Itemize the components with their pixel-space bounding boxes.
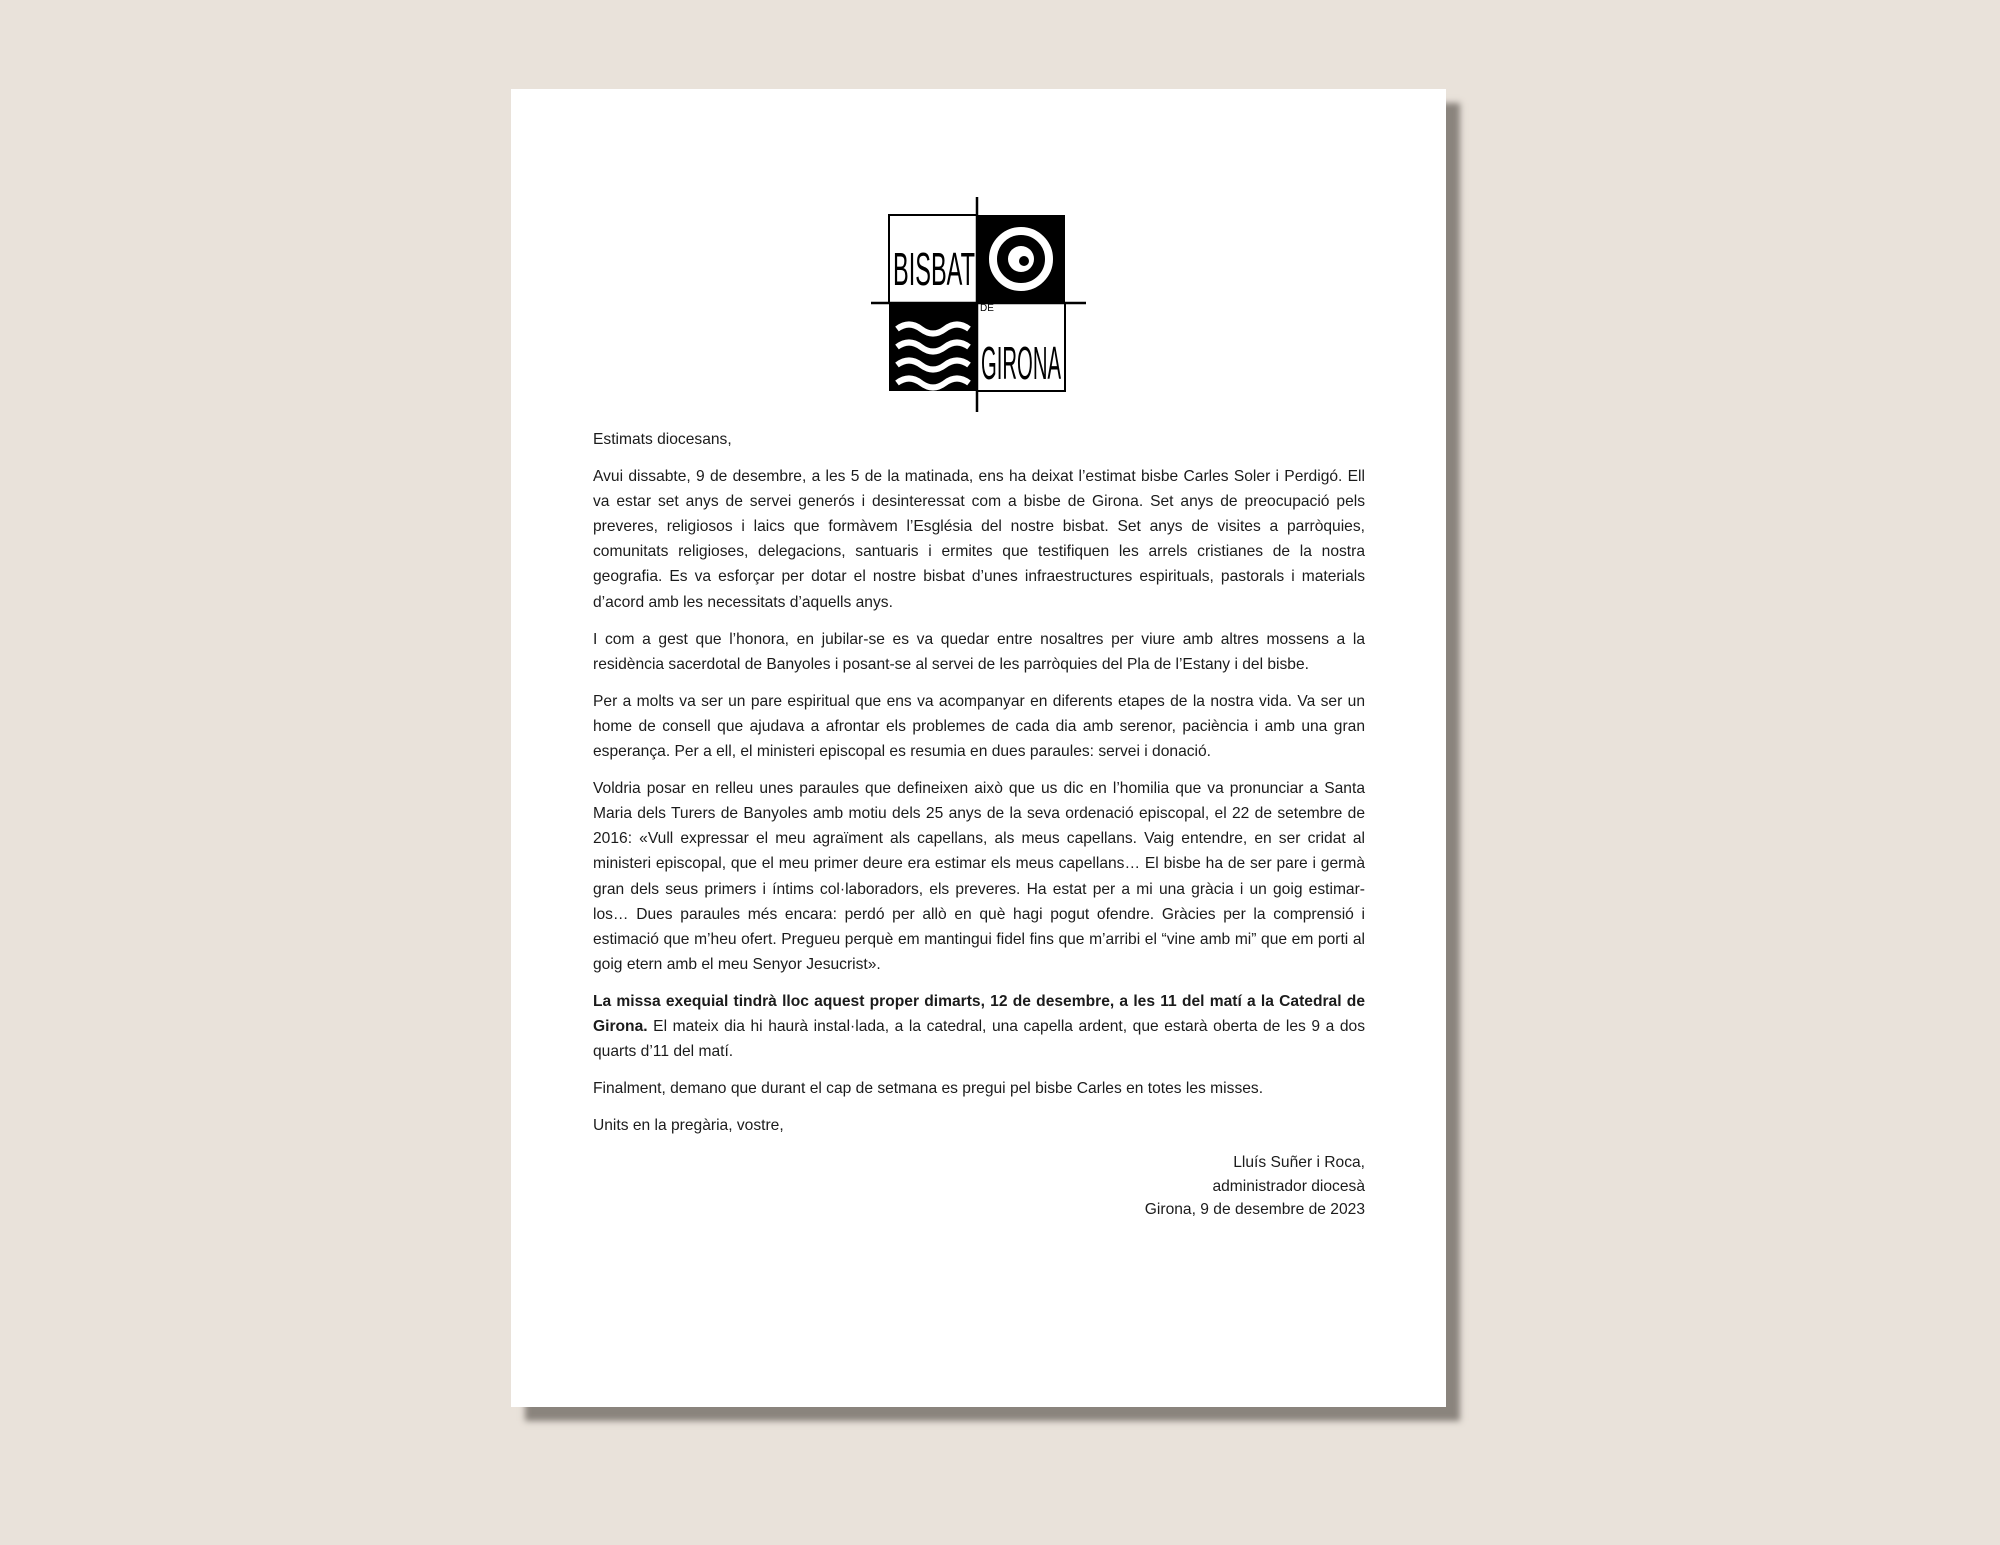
letter-paragraph-4: Voldria posar en relleu unes paraules que defineixen això que us dic en l’homilia que va pronunciar a Santa Maria dels Turers de Banyoles amb motiu dels 25 anys de la seva ordenació episcopal, el 22 de setembre de 2016: «Vull expressar el meu agraïment als capellans, als meus capellans. Vaig entendre, en ser cridat al ministeri episcopal, que el meu primer deure era estimar els meus capellans… El bisbe ha de ser pare i germà gran dels seus primers i íntims col·laboradors, els preveres. Ha estat per a mi una gràcia i un goig estimar-los… Dues paraules més encara: perdó per allò en què hagi pogut ofendre. Gràcies per la comprensió i estimació que m’heu ofert. Pregueu perquè em mantingui fidel fins que m’arribi el “vine amb mi” que em porti al goig etern amb el meu Senyor Jesucrist». bbox=[593, 780, 1365, 973]
letter-closing: Units en la pregària, vostre, bbox=[593, 1117, 784, 1135]
signature-role: administrador diocesà bbox=[1212, 1177, 1365, 1195]
bisbat-girona-logo bbox=[871, 197, 1086, 412]
signature-block bbox=[593, 1151, 1365, 1222]
letter-greeting: Estimats diocesans, bbox=[593, 431, 732, 448]
letter-paragraph-2: I com a gest que l’honora, en jubilar-se es va quedar entre nosaltres per viure amb altres mossens a la residència sacerdotal de Banyoles i posant-se al servei de les parròquies del Pla de l’Estany i del bisbe. bbox=[593, 630, 1365, 673]
signature-place-date: Girona, 9 de desembre de 2023 bbox=[1144, 1201, 1365, 1219]
letter-paragraph-6: Finalment, demano que durant el cap de setmana es pregui pel bisbe Carles en totes les misses. bbox=[593, 1080, 1264, 1098]
letter-body bbox=[593, 427, 1365, 1222]
funeral-announcement: La missa exequial tindrà lloc aquest proper dimarts, 12 de desembre, a les 11 del matí a la Catedral de Girona. bbox=[593, 992, 1365, 1035]
letter-paragraph-3: Per a molts va ser un pare espiritual que ens va acompanyar en diferents etapes de la nostra vida. Va ser un home de consell que ajudava a afrontar els problemes de cada dia amb serenor, paciència i amb una gran esperança. Per a ell, el ministeri episcopal es resumia en dues paraules: servei i donació. bbox=[593, 692, 1365, 761]
signature-name: Lluís Suñer i Roca, bbox=[1233, 1154, 1365, 1172]
letter-paragraph-1: Avui dissabte, 9 de desembre, a les 5 de la matinada, ens ha deixat l’estimat bisbe Carles Soler i Perdigó. Ell va estar set anys de servei generós i desinteressat com a bisbe de Girona. Set anys de preocupació pels preveres, religiosos i laics que formàvem l’Església del nostre bisbat. Set anys de visites a parròquies, comunitats religioses, delegacions, santuaris i ermites que testifiquen les arrels cristianes de la nostra geografia. Es va esforçar per dotar el nostre bisbat d’unes infraestructures espirituals, pastorals i materials d’acord amb les necessitats d’aquells anys. bbox=[593, 468, 1365, 611]
funeral-details: El mateix dia hi haurà instal·lada, a la catedral, una capella ardent, que estarà oberta de les 9 a dos quarts d’11 del matí. bbox=[593, 1017, 1365, 1061]
logo-word-de: DE bbox=[980, 303, 994, 314]
logo-word-girona: GIRONA bbox=[981, 337, 1062, 389]
logo-word-bisbat: BISBAT bbox=[893, 243, 975, 295]
letter-page bbox=[511, 89, 1446, 1407]
letter-paragraph-5 bbox=[593, 989, 1365, 1064]
